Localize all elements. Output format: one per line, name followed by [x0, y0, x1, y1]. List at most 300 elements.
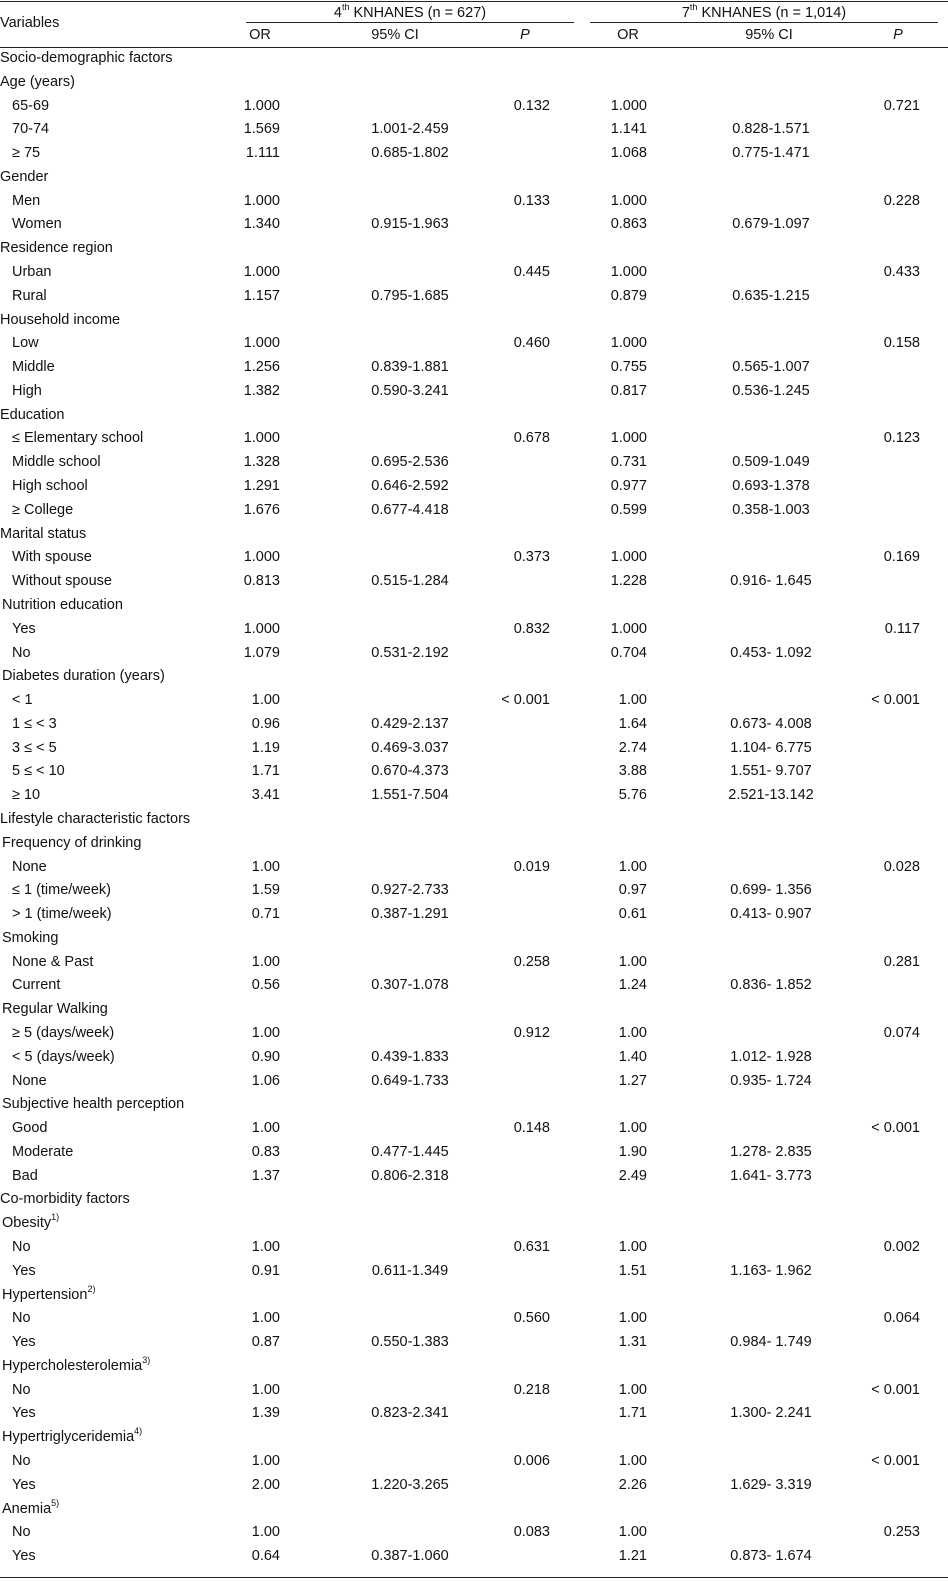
col-header-p-7th: P	[893, 27, 903, 43]
col-header-ci-7th: 95% CI	[745, 27, 793, 43]
cell-ci-7th: 1.104- 6.775	[730, 740, 812, 756]
cell-or-4th: 0.64	[251, 1548, 280, 1564]
cell-or-7th: 1.71	[618, 1405, 647, 1421]
cell-ci-4th: 0.915-1.963	[371, 216, 449, 232]
row-label-text: Good	[12, 1120, 48, 1136]
cell-ci-4th: 0.469-3.037	[371, 740, 449, 756]
cell-ci-4th: 0.590-3.241	[371, 383, 449, 399]
section-label	[0, 525, 86, 543]
cell-p-7th: 0.169	[883, 549, 920, 565]
header-group-7th-rule	[590, 22, 938, 23]
header-group-4th-rule	[246, 22, 574, 23]
cell-ci-7th: 0.775-1.471	[732, 145, 810, 161]
row-label-text: Hypertriglyceridemia	[2, 1429, 135, 1445]
cell-or-7th: 1.90	[618, 1144, 647, 1160]
row-label	[12, 691, 33, 709]
cell-ci-7th: 1.012- 1.928	[730, 1049, 812, 1065]
cell-or-7th: 1.000	[610, 193, 647, 209]
cell-or-4th: 1.39	[251, 1405, 280, 1421]
cell-or-4th: 1.00	[251, 1120, 280, 1136]
row-label-text: None & Past	[12, 954, 94, 970]
cell-or-7th: 1.64	[618, 716, 647, 732]
row-label-text: Regular Walking	[2, 1001, 108, 1017]
cell-or-4th: 1.000	[243, 335, 280, 351]
row-label	[12, 1048, 115, 1066]
cell-or-4th: 0.87	[251, 1334, 280, 1350]
cell-p-4th: 0.133	[513, 193, 550, 209]
table-bottom-rule	[0, 1577, 948, 1578]
cell-or-7th: 1.21	[618, 1548, 647, 1564]
section-label	[2, 1428, 142, 1446]
cell-p-7th: 0.028	[883, 859, 920, 875]
cell-or-4th: 1.00	[251, 1382, 280, 1398]
row-label	[12, 429, 143, 447]
footnote-marker: 3)	[142, 1355, 151, 1366]
cell-or-4th: 1.340	[243, 216, 280, 232]
row-label	[12, 905, 112, 923]
row-label	[12, 572, 112, 590]
cell-ci-7th: 0.509-1.049	[732, 454, 810, 470]
cell-or-4th: 1.111	[245, 145, 280, 161]
row-label	[12, 786, 40, 804]
cell-or-4th: 0.91	[251, 1263, 280, 1279]
col-header-or-4th: OR	[249, 27, 271, 43]
row-label-text: Lifestyle characteristic factors	[0, 811, 191, 827]
cell-ci-7th: 0.635-1.215	[732, 288, 810, 304]
cell-or-4th: 1.000	[243, 621, 280, 637]
cell-or-7th: 1.00	[618, 692, 647, 708]
row-label	[12, 1072, 47, 1090]
cell-or-7th: 0.977	[610, 478, 647, 494]
cell-p-4th: 0.460	[513, 335, 550, 351]
header-group-4th-knhanes: 4th KNHANES (n = 627)	[333, 2, 487, 21]
cell-ci-7th: 0.536-1.245	[732, 383, 810, 399]
cell-or-4th: 1.000	[243, 98, 280, 114]
footnote-marker: 4)	[134, 1426, 143, 1437]
cell-p-4th: 0.445	[513, 264, 550, 280]
row-label	[12, 620, 36, 638]
cell-or-4th: 1.00	[251, 1524, 280, 1540]
row-label	[12, 97, 49, 115]
row-label	[12, 358, 55, 376]
cell-or-7th: 2.74	[618, 740, 647, 756]
row-label	[12, 1119, 47, 1137]
col-header-ci-4th: 95% CI	[371, 27, 419, 43]
row-label-text: Low	[12, 335, 39, 351]
cell-p-4th: 0.132	[513, 98, 550, 114]
cell-or-4th: 0.96	[251, 716, 280, 732]
cell-or-7th: 3.88	[618, 763, 647, 779]
section-label	[0, 1190, 130, 1208]
row-label-text: Gender	[0, 169, 49, 185]
cell-or-4th: 1.06	[251, 1073, 280, 1089]
row-label	[12, 1547, 36, 1565]
section-label	[2, 1214, 59, 1232]
cell-p-4th: 0.832	[513, 621, 550, 637]
section-label	[0, 239, 113, 257]
cell-or-7th: 1.00	[618, 1453, 647, 1469]
row-label	[12, 120, 49, 138]
row-label-text: Socio-demographic factors	[0, 50, 173, 66]
cell-ci-4th: 0.685-1.802	[371, 145, 449, 161]
section-label	[0, 311, 120, 329]
cell-ci-4th: 0.515-1.284	[371, 573, 449, 589]
row-label-text: None	[12, 1073, 47, 1089]
cell-ci-7th: 0.453- 1.092	[730, 645, 812, 661]
row-label-text: 65-69	[12, 98, 50, 114]
cell-or-7th: 1.000	[610, 98, 647, 114]
header-variables: Variables	[0, 15, 60, 31]
row-label-text: Age (years)	[0, 74, 75, 90]
cell-or-4th: 1.00	[251, 859, 280, 875]
row-label	[12, 739, 57, 757]
cell-ci-4th: 0.550-1.383	[371, 1334, 449, 1350]
cell-ci-7th: 0.873- 1.674	[730, 1548, 812, 1564]
row-label	[12, 881, 111, 899]
cell-p-4th: 0.258	[513, 954, 550, 970]
cell-p-7th: 0.064	[883, 1310, 920, 1326]
cell-p-7th: 0.123	[883, 430, 920, 446]
row-label-text: 70-74	[12, 121, 50, 137]
section-label	[0, 73, 75, 91]
cell-p-4th: 0.631	[513, 1239, 550, 1255]
row-label-text: Nutrition education	[2, 597, 123, 613]
cell-or-7th: 0.817	[610, 383, 647, 399]
col-header-or-7th: OR	[617, 27, 639, 43]
cell-or-7th: 1.000	[610, 549, 647, 565]
row-label-text: No	[12, 645, 31, 661]
row-label-text: Urban	[12, 264, 52, 280]
row-label	[12, 644, 31, 662]
section-label	[0, 810, 190, 828]
row-label-text: Household income	[0, 312, 121, 328]
cell-ci-7th: 0.699- 1.356	[730, 882, 812, 898]
row-label-text: Yes	[12, 1477, 36, 1493]
row-label-text: None	[12, 859, 47, 875]
cell-or-7th: 1.228	[610, 573, 647, 589]
cell-p-7th: < 0.001	[871, 692, 920, 708]
cell-ci-4th: 1.220-3.265	[371, 1477, 449, 1493]
row-label	[12, 382, 42, 400]
cell-ci-7th: 0.679-1.097	[732, 216, 810, 232]
cell-or-4th: 1.71	[251, 763, 280, 779]
footnote-marker: 1)	[51, 1212, 60, 1223]
row-label-text: Yes	[12, 1334, 36, 1350]
cell-p-4th: 0.019	[513, 859, 550, 875]
row-label	[12, 192, 40, 210]
cell-ci-4th: 0.646-2.592	[371, 478, 449, 494]
cell-p-4th: 0.218	[513, 1382, 550, 1398]
section-label	[0, 168, 48, 186]
row-label-text: Without spouse	[12, 573, 112, 589]
row-label-text: 1 ≤ < 3	[12, 716, 57, 732]
cell-ci-7th: 0.358-1.003	[732, 502, 810, 518]
cell-ci-4th: 0.677-4.418	[371, 502, 449, 518]
section-label	[2, 1357, 150, 1375]
cell-or-4th: 1.00	[251, 1025, 280, 1041]
row-label	[12, 263, 52, 281]
cell-p-4th: < 0.001	[501, 692, 550, 708]
row-label	[12, 215, 62, 233]
cell-or-7th: 1.068	[610, 145, 647, 161]
cell-ci-4th: 0.806-2.318	[371, 1168, 449, 1184]
section-label	[0, 49, 172, 67]
cell-or-7th: 1.00	[618, 1239, 647, 1255]
cell-or-7th: 2.49	[618, 1168, 647, 1184]
cell-ci-4th: 1.551-7.504	[371, 787, 449, 803]
cell-or-7th: 0.704	[610, 645, 647, 661]
cell-or-7th: 0.731	[610, 454, 647, 470]
cell-or-7th: 1.40	[618, 1049, 647, 1065]
row-label	[12, 1143, 73, 1161]
cell-p-7th: < 0.001	[871, 1120, 920, 1136]
row-label-text: ≥ 5 (days/week)	[12, 1025, 115, 1041]
cell-ci-4th: 0.649-1.733	[371, 1073, 449, 1089]
cell-p-7th: 0.228	[883, 193, 920, 209]
section-label	[2, 667, 165, 685]
cell-ci-7th: 0.984- 1.749	[730, 1334, 812, 1350]
row-label	[12, 953, 93, 971]
row-label-text: Marital status	[0, 526, 87, 542]
row-label	[12, 334, 39, 352]
cell-ci-4th: 0.695-2.536	[371, 454, 449, 470]
row-label	[12, 1309, 31, 1327]
cell-p-4th: 0.373	[513, 549, 550, 565]
section-label	[2, 834, 141, 852]
cell-or-4th: 1.291	[243, 478, 280, 494]
cell-or-4th: 1.256	[243, 359, 280, 375]
row-label-text: Moderate	[12, 1144, 74, 1160]
row-label-text: < 5 (days/week)	[12, 1049, 115, 1065]
row-label	[12, 1167, 38, 1185]
cell-or-4th: 1.37	[251, 1168, 280, 1184]
row-label	[12, 762, 65, 780]
cell-ci-4th: 0.429-2.137	[371, 716, 449, 732]
cell-ci-7th: 1.300- 2.241	[730, 1405, 812, 1421]
cell-or-4th: 1.079	[243, 645, 280, 661]
cell-ci-4th: 0.670-4.373	[371, 763, 449, 779]
row-label	[12, 1476, 36, 1494]
row-label	[12, 144, 40, 162]
row-label	[12, 715, 57, 733]
cell-ci-7th: 2.521-13.142	[728, 787, 814, 803]
header-group-7th-knhanes: 7th KNHANES (n = 1,014)	[681, 2, 847, 21]
cell-ci-4th: 0.611-1.349	[371, 1263, 449, 1279]
row-label-text: ≥ 10	[12, 787, 41, 803]
row-label-text: ≥ 75	[12, 145, 41, 161]
row-label-text: 3 ≤ < 5	[12, 740, 57, 756]
cell-or-7th: 0.61	[618, 906, 647, 922]
row-label-text: High	[12, 383, 42, 399]
row-label-text: No	[12, 1382, 31, 1398]
cell-ci-7th: 1.163- 1.962	[730, 1263, 812, 1279]
cell-or-4th: 0.71	[251, 906, 280, 922]
cell-p-7th: 0.074	[883, 1025, 920, 1041]
row-label-text: Smoking	[2, 930, 59, 946]
row-label-text: Diabetes duration (years)	[2, 668, 165, 684]
cell-ci-7th: 0.413- 0.907	[730, 906, 812, 922]
cell-ci-7th: 1.278- 2.835	[730, 1144, 812, 1160]
row-label	[12, 477, 88, 495]
row-label-text: Anemia	[2, 1501, 52, 1517]
cell-ci-4th: 0.823-2.341	[371, 1405, 449, 1421]
row-label	[12, 1404, 36, 1422]
cell-or-4th: 1.382	[243, 383, 280, 399]
cell-or-7th: 5.76	[618, 787, 647, 803]
section-label	[2, 1000, 108, 1018]
cell-ci-4th: 0.307-1.078	[371, 977, 449, 993]
cell-or-4th: 2.00	[251, 1477, 280, 1493]
footnote-marker: 5)	[51, 1498, 60, 1509]
cell-or-7th: 1.000	[610, 264, 647, 280]
row-label-text: Hypertension	[2, 1287, 88, 1303]
cell-or-4th: 0.83	[251, 1144, 280, 1160]
col-header-p-4th: P	[520, 27, 530, 43]
cell-ci-7th: 0.828-1.571	[732, 121, 810, 137]
cell-p-4th: 0.148	[513, 1120, 550, 1136]
cell-ci-4th: 0.477-1.445	[371, 1144, 449, 1160]
table-top-rule	[0, 1, 948, 2]
cell-or-4th: 1.59	[251, 882, 280, 898]
cell-p-7th: 0.117	[884, 621, 920, 637]
row-label-text: Yes	[12, 621, 36, 637]
cell-or-4th: 3.41	[251, 787, 280, 803]
row-label-text: Education	[0, 407, 65, 423]
cell-or-4th: 1.00	[251, 1239, 280, 1255]
cell-ci-7th: 0.693-1.378	[732, 478, 810, 494]
row-label-text: Middle school	[12, 454, 101, 470]
cell-or-4th: 1.00	[251, 954, 280, 970]
cell-ci-4th: 0.387-1.291	[371, 906, 449, 922]
cell-or-4th: 0.813	[243, 573, 280, 589]
cell-or-7th: 1.31	[618, 1334, 647, 1350]
section-label	[2, 1095, 184, 1113]
cell-or-7th: 0.863	[610, 216, 647, 232]
cell-or-4th: 1.000	[243, 193, 280, 209]
row-label-text: 5 ≤ < 10	[12, 763, 65, 779]
cell-or-7th: 1.00	[618, 859, 647, 875]
cell-p-4th: 0.912	[513, 1025, 550, 1041]
section-label	[2, 1286, 95, 1304]
cell-or-7th: 1.141	[610, 121, 647, 137]
cell-or-7th: 1.51	[618, 1263, 647, 1279]
cell-ci-4th: 0.839-1.881	[371, 359, 449, 375]
row-label-text: ≤ Elementary school	[12, 430, 144, 446]
cell-p-7th: 0.158	[883, 335, 920, 351]
cell-or-4th: 0.56	[251, 977, 280, 993]
cell-or-7th: 1.00	[618, 1524, 647, 1540]
cell-or-4th: 1.000	[243, 430, 280, 446]
row-label	[12, 1452, 31, 1470]
row-label	[12, 1333, 36, 1351]
cell-p-7th: < 0.001	[871, 1382, 920, 1398]
cell-or-4th: 1.328	[243, 454, 280, 470]
row-label-text: Middle	[12, 359, 55, 375]
cell-or-4th: 1.157	[243, 288, 280, 304]
cell-or-7th: 0.879	[610, 288, 647, 304]
cell-or-7th: 0.755	[610, 359, 647, 375]
row-label-text: Co-morbidity factors	[0, 1191, 130, 1207]
cell-p-4th: 0.560	[513, 1310, 550, 1326]
cell-or-7th: 1.000	[610, 335, 647, 351]
cell-p-7th: < 0.001	[871, 1453, 920, 1469]
row-label-text: Current	[12, 977, 61, 993]
cell-or-7th: 0.599	[610, 502, 647, 518]
cell-or-7th: 1.00	[618, 1120, 647, 1136]
row-label-text: Yes	[12, 1263, 36, 1279]
row-label-text: ≤ 1 (time/week)	[12, 882, 112, 898]
cell-or-7th: 1.24	[618, 977, 647, 993]
cell-ci-7th: 1.629- 3.319	[730, 1477, 812, 1493]
row-label-text: Subjective health perception	[2, 1096, 185, 1112]
cell-ci-4th: 0.531-2.192	[371, 645, 449, 661]
cell-or-7th: 1.00	[618, 954, 647, 970]
cell-p-4th: 0.006	[513, 1453, 550, 1469]
cell-p-4th: 0.678	[513, 430, 550, 446]
cell-or-7th: 1.00	[618, 1025, 647, 1041]
row-label-text: Bad	[12, 1168, 38, 1184]
row-label-text: No	[12, 1524, 31, 1540]
cell-or-7th: 2.26	[618, 1477, 647, 1493]
cell-p-7th: 0.433	[883, 264, 920, 280]
row-label-text: High school	[12, 478, 88, 494]
cell-or-7th: 1.00	[618, 1310, 647, 1326]
row-label	[12, 453, 101, 471]
cell-or-7th: 1.000	[610, 430, 647, 446]
cell-or-7th: 1.27	[618, 1073, 647, 1089]
row-label-text: Obesity	[2, 1215, 52, 1231]
cell-p-4th: 0.083	[513, 1524, 550, 1540]
row-label	[12, 1024, 114, 1042]
cell-p-7th: 0.281	[883, 954, 920, 970]
cell-p-7th: 0.253	[883, 1524, 920, 1540]
row-label-text: With spouse	[12, 549, 92, 565]
cell-or-4th: 1.000	[243, 549, 280, 565]
row-label-text: > 1 (time/week)	[12, 906, 112, 922]
cell-p-7th: 0.002	[883, 1239, 920, 1255]
cell-or-7th: 1.00	[618, 1382, 647, 1398]
cell-or-7th: 1.000	[610, 621, 647, 637]
row-label-text: Women	[12, 216, 62, 232]
row-label-text: < 1	[12, 692, 33, 708]
section-label	[2, 1500, 59, 1518]
row-label	[12, 1523, 31, 1541]
cell-or-4th: 1.000	[243, 264, 280, 280]
cell-ci-7th: 0.836- 1.852	[730, 977, 812, 993]
cell-or-7th: 0.97	[618, 882, 647, 898]
section-label	[2, 929, 58, 947]
section-label	[0, 406, 65, 424]
row-label-text: Men	[12, 193, 41, 209]
row-label-text: No	[12, 1239, 31, 1255]
row-label-text: Yes	[12, 1548, 36, 1564]
row-label-text: No	[12, 1453, 31, 1469]
cell-ci-4th: 0.927-2.733	[371, 882, 449, 898]
cell-or-4th: 1.19	[251, 740, 280, 756]
row-label	[12, 1238, 31, 1256]
footnote-marker: 2)	[87, 1284, 96, 1295]
row-label	[12, 1381, 31, 1399]
row-label-text: No	[12, 1310, 31, 1326]
row-label-text: Yes	[12, 1405, 36, 1421]
cell-ci-7th: 0.935- 1.724	[730, 1073, 812, 1089]
cell-ci-7th: 0.673- 4.008	[730, 716, 812, 732]
row-label-text: Rural	[12, 288, 47, 304]
cell-ci-7th: 0.565-1.007	[732, 359, 810, 375]
row-label-text: ≥ College	[12, 502, 74, 518]
cell-or-4th: 1.00	[251, 692, 280, 708]
cell-ci-4th: 1.001-2.459	[371, 121, 449, 137]
